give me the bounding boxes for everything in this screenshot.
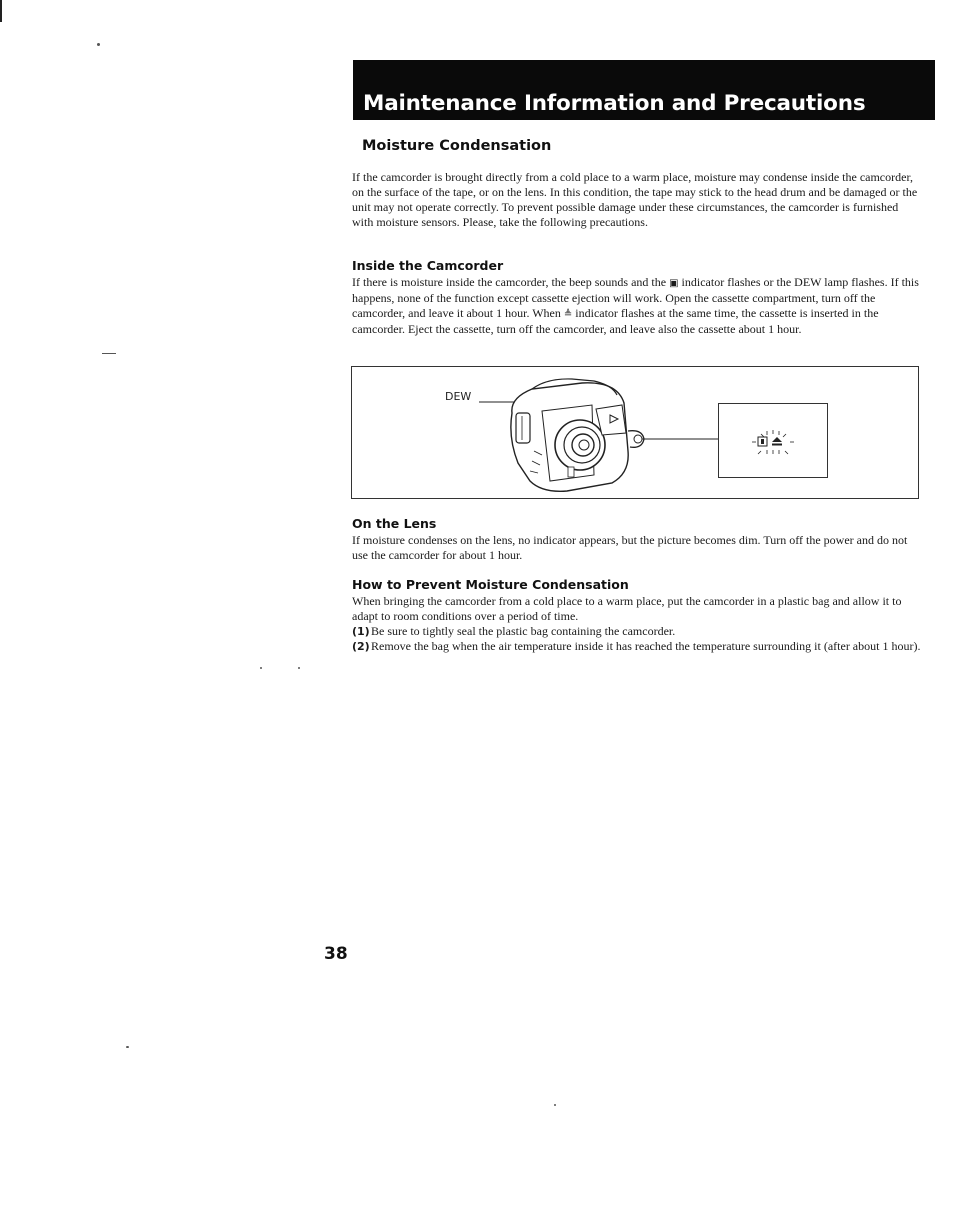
inside-body-part-2: indicator flashes or the DEW lamp flashes. If this happens, none of the function except cassette ejection will work. Open the cassette compartment, turn off the camcorder, and leave it about 1 hour. When [352,275,919,320]
on-the-lens-body: If moisture condenses on the lens, no indicator appears, but the picture becomes dim. Turn off the power and do not use the camcorder for about 1 hour. [352,533,908,562]
dew-label: DEW [445,390,472,403]
eject-icon: ≜ [563,309,573,320]
list-item [352,624,922,639]
on-the-lens-heading: On the Lens [352,516,437,531]
margin-rule [0,0,2,22]
scan-speck [126,1046,129,1048]
dew-indicator-figure [351,366,919,499]
page-header-bar [353,60,935,120]
list-item-text: Remove the bag when the air temperature inside it has reached the temperature surrounding it (after about 1 hour). [371,639,921,653]
page-number: 38 [324,944,348,964]
cassette-indicator-icon: ▣ [669,278,679,289]
inside-body-part-1: If there is moisture inside the camcorder, the beep sounds and the [352,275,670,289]
inside-body-part-3: indicator flashes at the same time, the cassette is inserted in the camcorder. Eject the cassette, turn off the camcorder, and leave also the cassette about 1 hour. [352,306,879,336]
flashing-indicators-icon [719,404,827,477]
list-item [352,639,922,654]
inside-camcorder-body [352,275,922,337]
scan-speck [554,1104,556,1106]
list-item-number: (1) [352,625,370,638]
how-to-prevent-heading: How to Prevent Moisture Condensation [352,577,629,592]
list-item-text: Be sure to tightly seal the plastic bag containing the camcorder. [371,624,676,638]
inside-camcorder-heading: Inside the Camcorder [352,258,504,273]
how-to-prevent-body: When bringing the camcorder from a cold place to a warm place, put the camcorder in a plastic bag and allow it to adapt to room conditions over a period of time. [352,594,902,623]
scan-speck [298,667,300,669]
list-item-number: (2) [352,640,370,653]
page-title: Maintenance Information and Precautions [363,91,866,116]
scan-speck [97,43,100,46]
scan-speck [260,667,262,669]
camcorder-illustration-icon [472,373,722,493]
viewfinder-display-box [718,403,828,478]
moisture-condensation-heading: Moisture Condensation [362,138,552,154]
moisture-condensation-body: If the camcorder is brought directly from a cold place to a warm place, moisture may condense inside the camcorder, on the surface of the tape, or on the lens. In this condition, the tape may stick to the head drum and be damaged or the unit may not operate correctly. To prevent possible damage under these circumstances, the camcorder is furnished with moisture sensors. Please, take the following precautions. [352,170,918,229]
scan-speck [102,353,116,354]
